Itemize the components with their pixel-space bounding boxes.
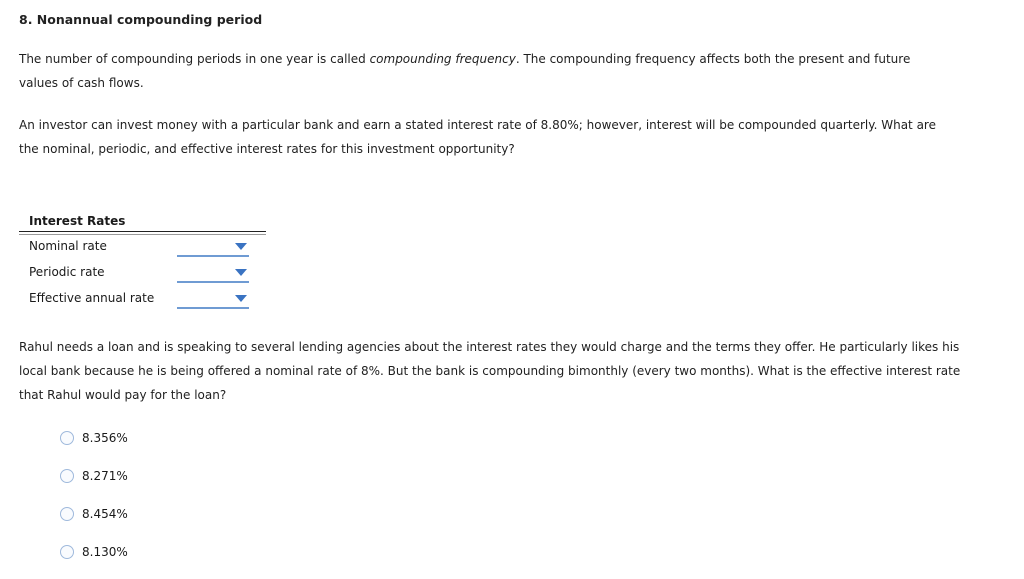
answer-option-label[interactable]: 8.454% (82, 507, 128, 521)
intro-text-after: . The compounding frequency affects both the present and future values of cash flows. (19, 52, 911, 90)
radio-button[interactable] (60, 545, 74, 559)
rate-row-nominal (19, 235, 266, 261)
radio-button[interactable] (60, 507, 74, 521)
effective-annual-rate-dropdown[interactable] (177, 290, 249, 309)
effective-annual-rate-label: Effective annual rate (29, 291, 155, 305)
radio-button[interactable] (60, 431, 74, 445)
answer-option-label[interactable]: 8.130% (82, 545, 128, 559)
scenario-paragraph: An investor can invest money with a particular bank and earn a stated interest rate of 8.80%; however, interest will be compounded quarterly. What are the nominal, periodic, and effective interest rates for this investment opportunity? (19, 118, 936, 156)
chevron-down-icon[interactable] (235, 295, 247, 302)
interest-rates-header: Interest Rates (19, 211, 266, 232)
question-title: 8. Nonannual compounding period (19, 12, 263, 27)
loan-question-paragraph: Rahul needs a loan and is speaking to several lending agencies about the interest rates they would charge and the terms they offer. He particularly likes his local bank because he is being offered a nominal rate of 8%. But the bank is compounding bimonthly (every two months). What is the effective interest rate that Rahul would pay for the loan? (19, 340, 961, 402)
rate-row-effective (19, 287, 266, 313)
periodic-rate-dropdown[interactable] (177, 264, 249, 283)
chevron-down-icon[interactable] (235, 269, 247, 276)
nominal-rate-dropdown[interactable] (177, 238, 249, 257)
nominal-rate-label: Nominal rate (29, 239, 107, 253)
chevron-down-icon[interactable] (235, 243, 247, 250)
intro-term: compounding frequency (369, 52, 516, 66)
intro-paragraph (19, 47, 949, 95)
rate-row-periodic (19, 261, 266, 287)
answer-option-label[interactable]: 8.271% (82, 469, 128, 483)
periodic-rate-label: Periodic rate (29, 265, 105, 279)
intro-text-before: The number of compounding periods in one year is called (19, 52, 370, 66)
interest-rates-table (19, 211, 266, 313)
answer-option-label[interactable]: 8.356% (82, 431, 128, 445)
radio-button[interactable] (60, 469, 74, 483)
